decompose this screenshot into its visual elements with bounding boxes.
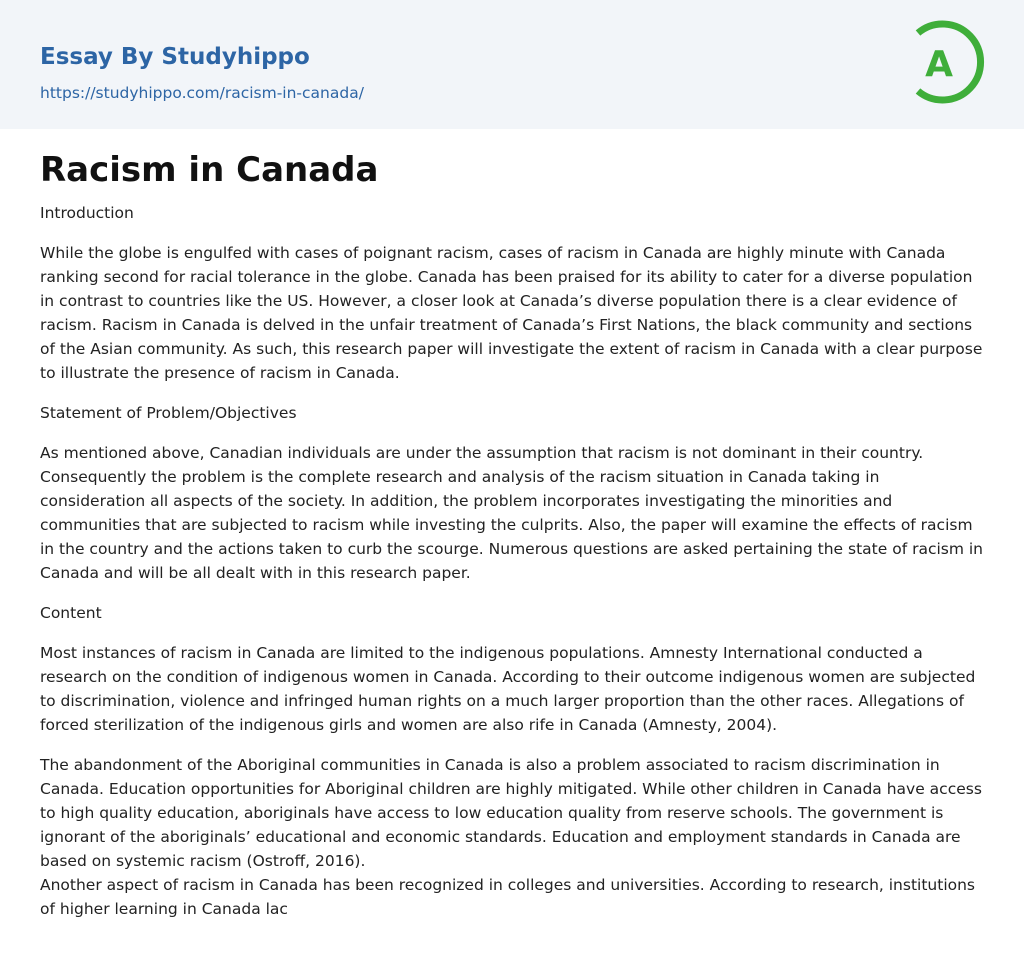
introduction-paragraph: While the globe is engulfed with cases of poignant racism, cases of racism in Canada are highly minute with Canada ranking second for racial tolerance in the globe. Canada has been praised for its ability to cater for a diverse population in contrast to countries like the US. However, a closer look at Canada’s diverse population there is a clear evidence of racism. Racism in Canada is delved in the unfair treatment of Canada’s First Nations, the black community and sections of the Asian community. As such, this research paper will investigate the extent of racism in Canada with a clear purpose to illustrate the presence of racism in Canada.	[40, 244, 983, 382]
brand-title: Essay By Studyhippo	[40, 44, 310, 70]
content-heading: Content	[40, 604, 102, 622]
logo-letter: A	[925, 44, 953, 85]
logo-ring-icon	[912, 20, 986, 104]
content-paragraph-1: Most instances of racism in Canada are limited to the indigenous populations. Amnesty International conducted a research on the condition of indigenous women in Canada. According to their outcome indigenous women are subjected to discrimination, violence and infringed human rights on a much larger proportion than the other races. Allegations of forced sterilization of the indigenous girls and women are also rife in Canada (Amnesty, 2004).	[40, 644, 976, 734]
site-header	[0, 0, 1024, 129]
article-body	[0, 149, 1024, 921]
content-paragraph-3: Another aspect of racism in Canada has been recognized in colleges and universities. According to research, institutions of higher learning in Canada lac	[40, 876, 976, 918]
studyhippo-logo[interactable]	[912, 20, 986, 104]
problem-paragraph: As mentioned above, Canadian individuals are under the assumption that racism is not dominant in their country. Consequently the problem is the complete research and analysis of the racism situation in Canada taking in consideration all aspects of the society. In addition, the problem incorporates investigating the minorities and communities that are subjected to racism while investing the culprits. Also, the paper will examine the effects of racism in the country and the actions taken to curb the scourge. Numerous questions are asked pertaining the state of racism in Canada and will be all dealt with in this research paper.	[40, 444, 984, 582]
content-paragraph-2: The abandonment of the Aboriginal communities in Canada is also a problem associated to racism discrimination in Canada. Education opportunities for Aboriginal children are highly mitigated. While other children in Canada have access to high quality education, aboriginals have access to low education quality from reserve schools. The government is ignorant of the aboriginals’ educational and economic standards. Education and employment standards in Canada are based on systemic racism (Ostroff, 2016).	[40, 756, 982, 870]
introduction-heading: Introduction	[40, 204, 134, 222]
essay-url-link[interactable]: https://studyhippo.com/racism-in-canada/	[40, 84, 364, 102]
problem-heading: Statement of Problem/Objectives	[40, 404, 297, 422]
page-title: Racism in Canada	[40, 150, 379, 190]
